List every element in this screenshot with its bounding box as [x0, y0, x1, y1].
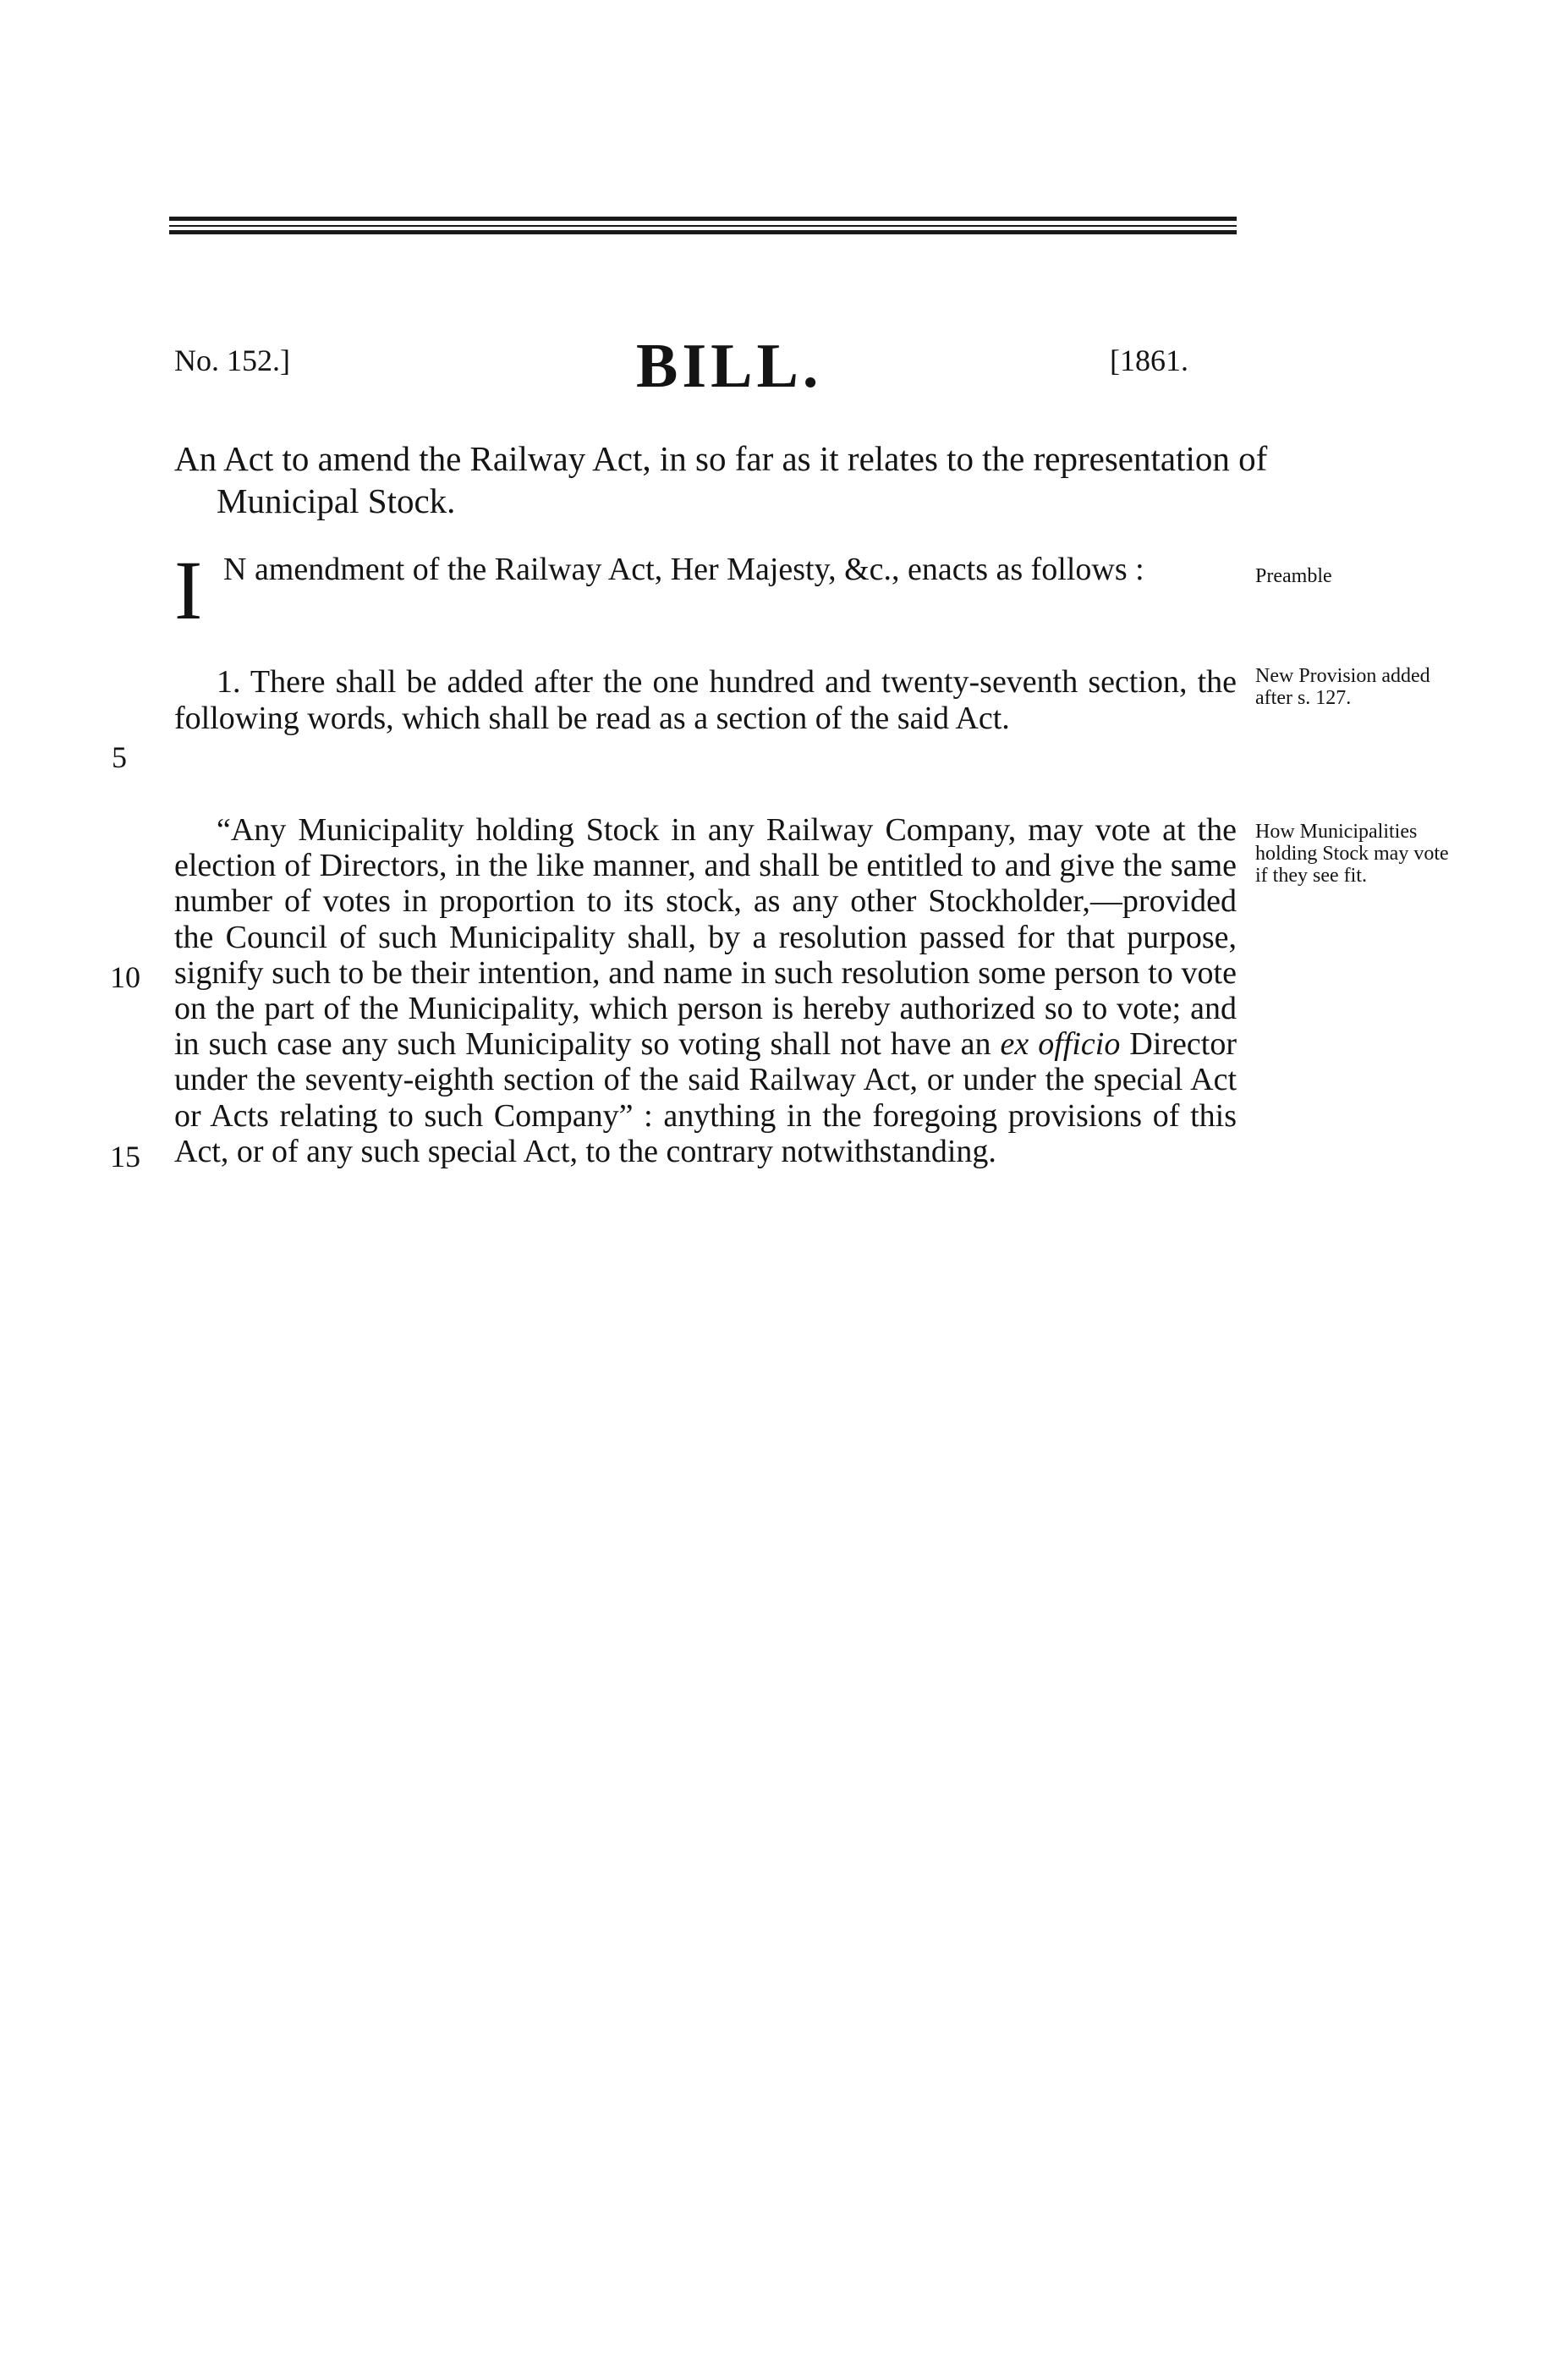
top-rule-thin [169, 225, 1237, 227]
preamble-text: N amendment of the Railway Act, Her Majesty, &c., enacts as follows : [223, 552, 1144, 587]
bill-number: No. 152.] [174, 344, 290, 377]
line-number-10: 10 [110, 960, 140, 994]
top-rule-thick-lower [169, 230, 1237, 234]
bill-heading: BILL. [636, 332, 823, 401]
preamble-dropcap: I [174, 543, 203, 637]
line-number-5: 5 [112, 740, 127, 774]
quoted-section [174, 812, 1237, 1169]
top-rule-thick-upper [169, 217, 1237, 221]
quoted-section-part-1: “Any Municipality holding Stock in any Railway Company, may vote at the election of Directors, in the like manner, and shall be entitled to and give the same number of votes in proportion to its stock, as any other Stockholder,—provided the Council of such Municipality shall, by a resolution passed for that purpose, signify such to be their intention, and name in such resolution some person to vote on the part of the Municipality, which person is hereby authorized so to vote; and in such case any such Municipality so voting shall not have an [174, 812, 1237, 1063]
margin-note-new-provision: New Provision added after s. 127. [1255, 665, 1430, 709]
section-1: 1. There shall be added after the one hundred and twenty-seventh section, the following words, which shall be read as a section of the said Act. [174, 664, 1237, 736]
bill-year: [1861. [1110, 344, 1188, 377]
act-title: An Act to amend the Railway Act, in so far as it relates to the representation of Municipal Stock. [174, 439, 1268, 520]
quoted-section-part-2: Director under the seventy-eighth section of the said Railway Act, or under the special Act or Acts relating to such Company” : anything in the foregoing provisions of this Act, or of any such special Act, to the contrary notwithstanding. [174, 1026, 1237, 1169]
margin-note-municipalities: How Municipalities holding Stock may vote if they see fit. [1255, 821, 1449, 887]
line-number-15: 15 [110, 1140, 140, 1174]
margin-note-preamble: Preamble [1255, 565, 1332, 587]
quoted-section-italic: ex officio [1000, 1026, 1121, 1063]
